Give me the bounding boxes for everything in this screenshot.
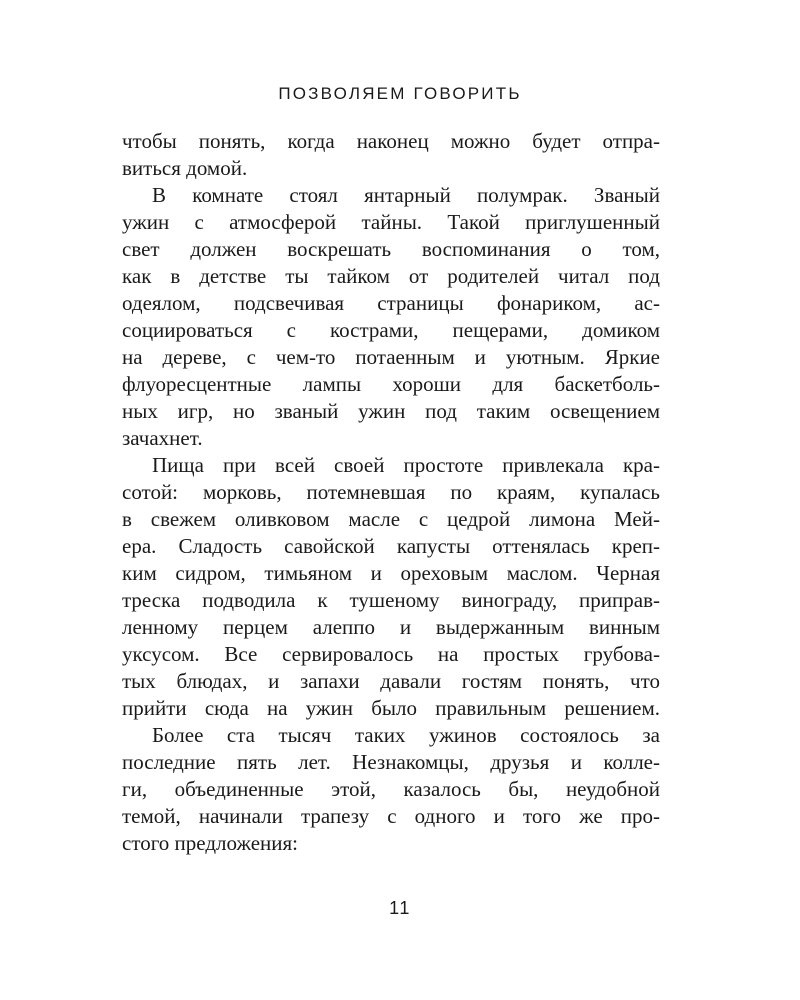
text-line: свет должен воскрешать воспоминания о том, [122,237,660,261]
text-line: флуоресцентные лампы хороши для баскетболь- [122,372,660,396]
text-line: треска подводила к тушеному винограду, приправ- [122,588,660,612]
text-line: сотой: морковь, потемневшая по краям, купалась [122,480,660,504]
text-line: прийти сюда на ужин было правильным решением. [122,696,660,720]
paragraph [122,452,660,722]
text-line: виться домой. [122,156,248,180]
text-line: ера. Сладость савойской капусты оттенялась креп- [122,534,660,558]
text-line: чтобы понять, когда наконец можно будет отпра- [122,129,660,153]
page-number: 11 [389,898,411,918]
text-line: зачахнет. [122,426,203,450]
text-line: ужин с атмосферой тайны. Такой приглушенный [122,210,660,234]
text-line: на дереве, с чем-то потаенным и уютным. Яркие [122,345,660,369]
text-line: ных игр, но званый ужин под таким освещением [122,399,660,423]
text-line: в свежем оливковом масле с цедрой лимона Мей- [122,507,660,531]
text-line: стого предложения: [122,831,299,855]
text-line: ленному перцем алеппо и выдержанным винным [122,615,660,639]
running-head: ПОЗВОЛЯЕМ ГОВОРИТЬ [278,84,522,103]
text-line: социироваться с кострами, пещерами, домиком [122,318,660,342]
paragraph [122,722,660,857]
text-line: ги, объединенные этой, казалось бы, неудобной [122,777,660,801]
text-line: как в детстве ты тайком от родителей читал под [122,264,660,288]
text-line: ким сидром, тимьяном и ореховым маслом. Черная [122,561,660,585]
text-line: последние пять лет. Незнакомцы, друзья и колле- [122,750,660,774]
paragraph [122,128,660,182]
body-text [122,128,660,857]
text-line: уксусом. Все сервировалось на простых грубова- [122,642,660,666]
text-line: одеялом, подсвечивая страницы фонариком, ас- [122,291,660,315]
text-line: Пища при всей своей простоте привлекала кра- [152,453,660,477]
text-line: темой, начинали трапезу с одного и того же про- [122,804,660,828]
text-line: Более ста тысяч таких ужинов состоялось за [152,723,660,747]
paragraph [122,182,660,452]
text-line: В комнате стоял янтарный полумрак. Званый [152,183,660,207]
text-line: тых блюдах, и запахи давали гостям понять, что [122,669,660,693]
